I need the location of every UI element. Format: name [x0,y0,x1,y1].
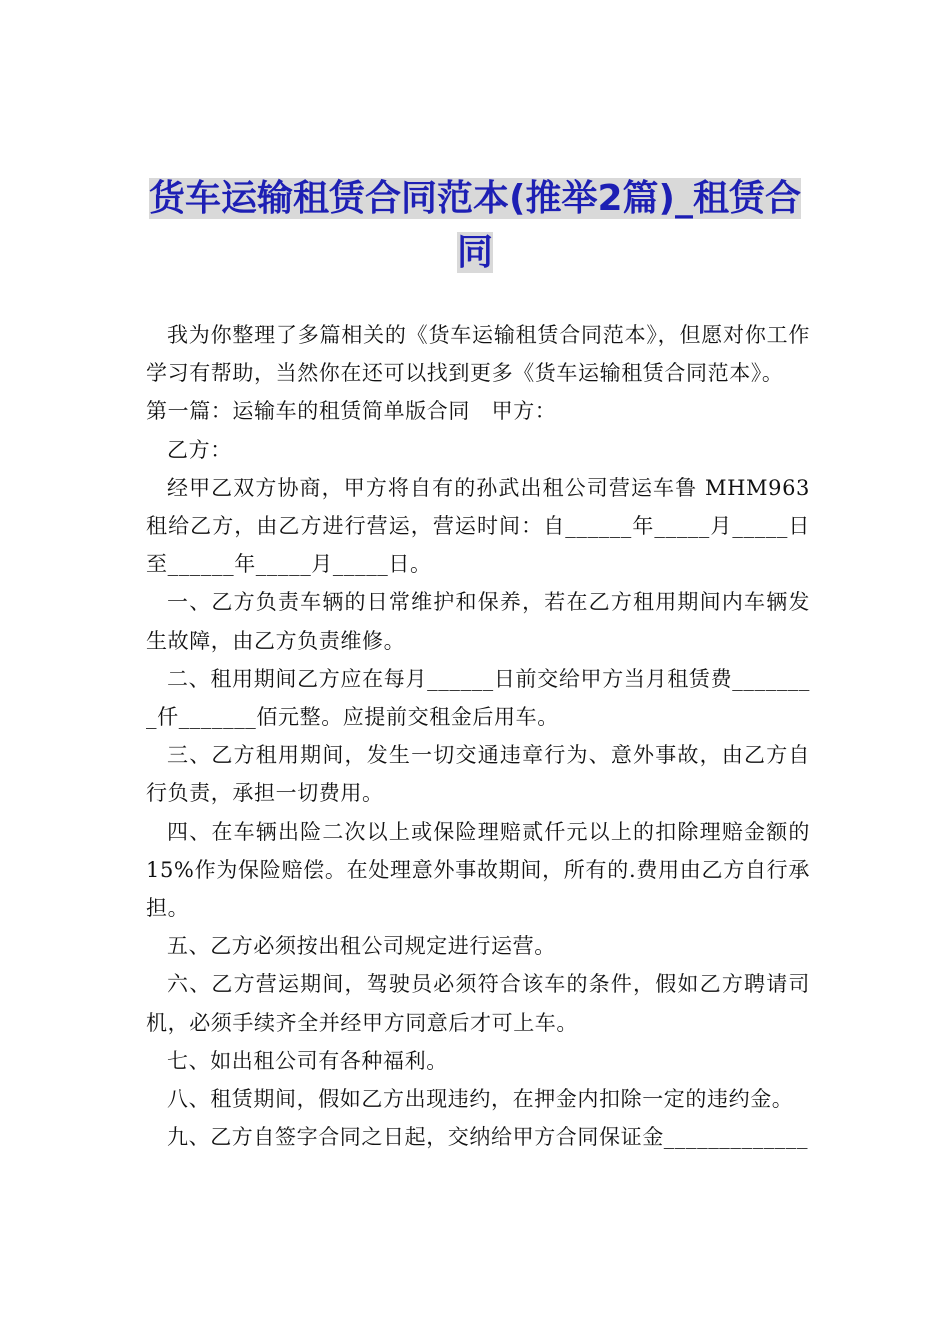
party-b-line: 乙方： [167,437,232,462]
clause-4: 四、在车辆出险二次以上或保险理赔贰仟元以上的扣除理赔金额的 15%作为保险赔偿。在处理意外事故期间，所有的.费用由乙方自行承担。 [146,819,810,921]
clause-9: 九、乙方自签字合同之日起，交纳给甲方合同保证金_____________ [167,1125,809,1150]
clause-7: 七、如出租公司有各种福利。 [167,1048,448,1073]
clause-6: 六、乙方营运期间，驾驶员必须符合该车的条件，假如乙方聘请司机，必须手续齐全并经甲方同意后才可上车。 [146,972,810,1035]
agreement-paragraph: 经甲乙双方协商，甲方将自有的孙武出租公司营运车鲁 MHM963 租给乙方，由乙方进行营运，营运时间：自______年_____月_____日至______年_____月_____日。 [146,475,810,577]
intro-paragraph: 我为你整理了多篇相关的《货车运输租赁合同范本》，但愿对你工作学习有帮助，当然你在还可以找到更多《货车运输租赁合同范本》。 [146,323,810,386]
clause-3: 三、乙方租用期间，发生一切交通违章行为、意外事故，由乙方自行负责，承担一切费用。 [146,743,810,806]
document-title [140,172,810,280]
section-heading-party-a: 第一篇：运输车的租赁简单版合同 甲方： [146,399,557,424]
clause-8: 八、租赁期间，假如乙方出现违约，在押金内扣除一定的违约金。 [167,1087,794,1112]
clause-1: 一、乙方负责车辆的日常维护和保养，若在乙方租用期间内车辆发生故障，由乙方负责维修。 [146,590,810,653]
document-title-text: 货车运输租赁合同范本(推举2篇)_租赁合同 [149,178,801,273]
clause-5: 五、乙方必须按出租公司规定进行运营。 [167,934,556,959]
document-body [146,316,810,1156]
clause-2: 二、租用期间乙方应在每月______日前交给甲方当月租赁费________仟_______佰元整。应提前交租金后用车。 [146,666,810,730]
